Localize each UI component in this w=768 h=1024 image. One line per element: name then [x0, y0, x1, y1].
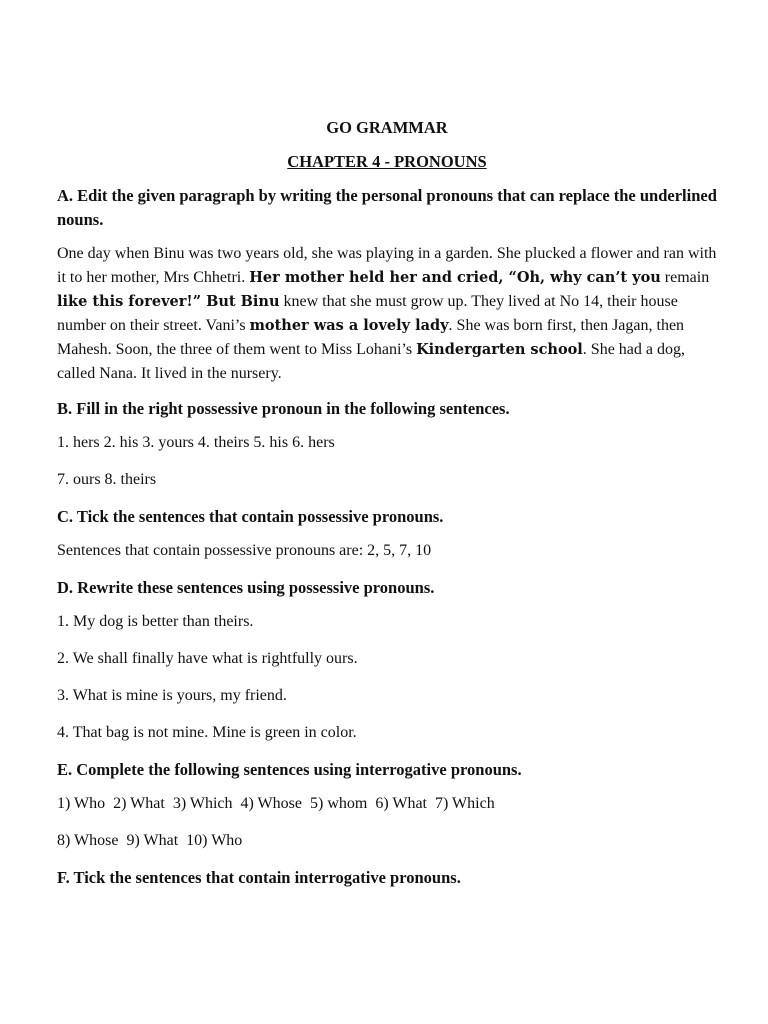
- edited-phrase: mother was a lovely lady: [249, 317, 449, 334]
- paragraph-text: knew that she must grow up. They lived at No 14, their house number on their street. Vani’s: [57, 293, 678, 334]
- section-c-answer-line: Sentences that contain possessive pronouns are: 2, 5, 7, 10: [57, 542, 432, 559]
- edited-phrase: Kindergarten school: [416, 341, 583, 358]
- section-b-answer-line: 1. hers 2. his 3. yours 4. theirs 5. his 6. hers: [57, 434, 335, 451]
- chapter-title: CHAPTER 4 - PRONOUNS: [287, 152, 487, 171]
- paragraph-text: . She was born first, then Jagan, then Mahesh. Soon, the three of them went to Miss Lohani’s: [57, 317, 685, 358]
- paragraph-text: . She had a dog, called Nana. It lived in the nursery.: [57, 341, 685, 382]
- paragraph-text: One day when Binu was two years old, she was playing in a garden. She plucked a flower and ran with it to her mother, Mrs Chhetri.: [57, 245, 717, 286]
- section-d-answer-line: 1. My dog is better than theirs.: [57, 613, 254, 630]
- section-e-answer-line: 1) Who 2) What 3) Which 4) Whose 5) whom 6) What 7) Which: [57, 795, 495, 812]
- section-b-heading: B. Fill in the right possessive pronoun in the following sentences.: [57, 399, 510, 418]
- document-title: GO GRAMMAR: [326, 118, 448, 137]
- document-page: [57, 118, 717, 900]
- section-c-heading: C. Tick the sentences that contain possessive pronouns.: [57, 507, 444, 526]
- section-d-answer-line: 3. What is mine is yours, my friend.: [57, 687, 287, 704]
- section-e-heading: E. Complete the following sentences using interrogative pronouns.: [57, 760, 522, 779]
- section-e-answer-line: 8) Whose 9) What 10) Who: [57, 832, 243, 849]
- chapter-heading: [57, 152, 717, 172]
- paragraph-text: remain: [660, 269, 710, 286]
- section-a-heading: A. Edit the given paragraph by writing the personal pronouns that can replace the underlined nouns.: [57, 186, 717, 229]
- edited-phrase: like this forever!” But Binu: [57, 293, 280, 310]
- section-a-paragraph: [57, 242, 717, 386]
- section-d-answer-line: 4. That bag is not mine. Mine is green in color.: [57, 724, 357, 741]
- section-d-answer-line: 2. We shall finally have what is rightfully ours.: [57, 650, 358, 667]
- section-b-answer-line: 7. ours 8. theirs: [57, 471, 157, 488]
- section-f-heading: F. Tick the sentences that contain interrogative pronouns.: [57, 868, 461, 887]
- edited-phrase: Her mother held her and cried, “Oh, why can’t you: [249, 269, 661, 286]
- section-d-heading: D. Rewrite these sentences using possessive pronouns.: [57, 578, 435, 597]
